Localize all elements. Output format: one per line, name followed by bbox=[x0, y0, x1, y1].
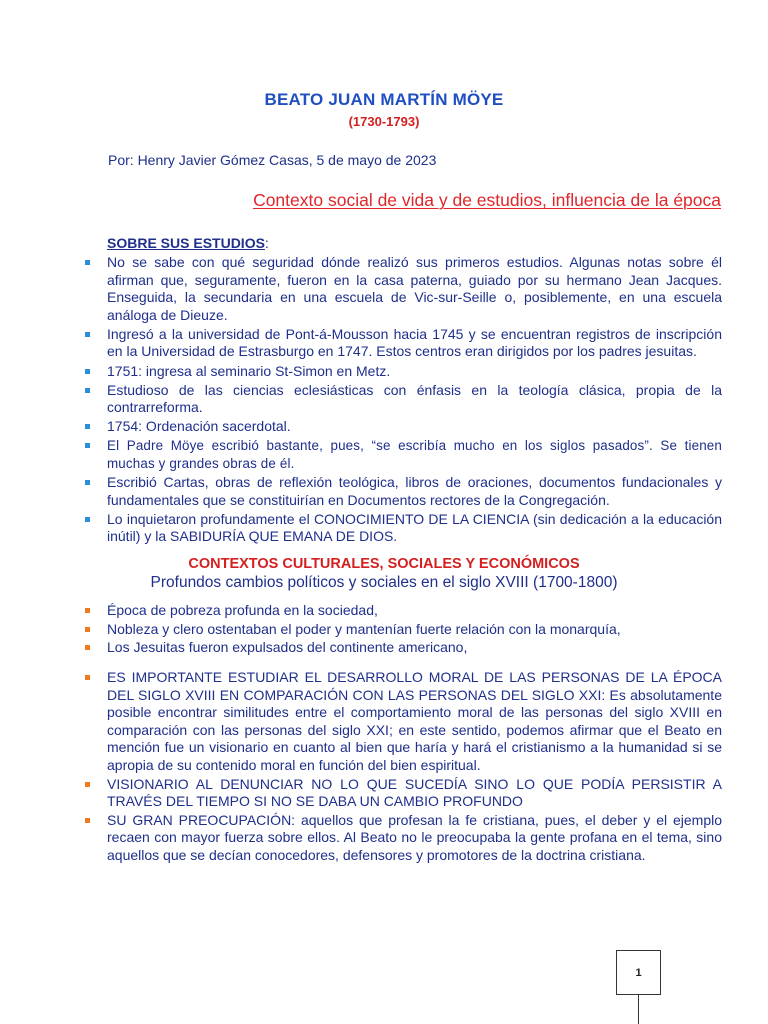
square-bullet-icon bbox=[85, 388, 90, 393]
square-bullet-icon bbox=[85, 443, 90, 448]
square-bullet-icon bbox=[85, 675, 90, 680]
section-contexts-heading: CONTEXTOS CULTURALES, SOCIALES Y ECONÓMICOS bbox=[188, 556, 580, 572]
list-item-text: Escribió Cartas, obras de reflexión teológica, libros de oraciones, documentos fundacionales y fundamentales que se constituirían en Documentos rectores de la Congregación. bbox=[107, 474, 722, 508]
context-heading: Contexto social de vida y de estudios, influencia de la época bbox=[253, 190, 721, 210]
section-contexts-subheading: Profundos cambios políticos y sociales en el siglo XVIII (1700-1800) bbox=[150, 574, 618, 591]
square-bullet-icon bbox=[85, 424, 90, 429]
square-bullet-icon bbox=[85, 608, 90, 613]
list-item-text: VISIONARIO AL DENUNCIAR NO LO QUE SUCEDÍA SINO LO QUE PODÍA PERSISTIR A TRAVÉS DEL TIEMPO SI NO SE DABA UN CAMBIO PROFUNDO bbox=[107, 775, 722, 810]
section-studies-label-text: SOBRE SUS ESTUDIOS bbox=[107, 235, 265, 251]
list-item-text: Época de pobreza profunda en la sociedad, bbox=[107, 602, 378, 618]
document-years: (1730-1793) bbox=[348, 114, 420, 129]
document-title: BEATO JUAN MARTÍN MÖYE bbox=[264, 90, 504, 109]
section-studies-label-suffix: : bbox=[264, 235, 269, 251]
page-number-box: 1 bbox=[616, 950, 661, 995]
list-item bbox=[84, 621, 722, 639]
square-bullet-icon bbox=[85, 782, 90, 787]
list-item bbox=[84, 382, 722, 417]
page-number-line bbox=[638, 995, 639, 1024]
list-item bbox=[84, 639, 722, 657]
square-bullet-icon bbox=[85, 260, 90, 265]
list-item-text: Nobleza y clero ostentaban el poder y mantenían fuerte relación con la monarquía, bbox=[107, 620, 621, 637]
list-item bbox=[84, 326, 722, 361]
list-item-text: No se sabe con qué seguridad dónde realizó sus primeros estudios. Algunas notas sobre él afirman que, seguramente, fueron en la casa paterna, guiado por su hermano Jean Jacques. Enseguida, la secundaria en una escuela de Vic-sur-Seille o, posiblemente, en una escuela análoga de Dieuze. bbox=[107, 254, 722, 323]
list-item bbox=[84, 254, 722, 324]
list-item bbox=[84, 363, 722, 381]
list-item bbox=[84, 669, 722, 775]
square-bullet-icon bbox=[85, 369, 90, 374]
square-bullet-icon bbox=[85, 645, 90, 650]
square-bullet-icon bbox=[85, 480, 90, 485]
studies-bullet-list bbox=[84, 254, 722, 548]
section-studies-label bbox=[107, 235, 269, 251]
author-line: Por: Henry Javier Gómez Casas, 5 de mayo de 2023 bbox=[108, 152, 437, 168]
list-item-text: SU GRAN PREOCUPACIÓN: aquellos que profesan la fe cristiana, pues, el deber y el ejemplo recaen con mayor fuerza sobre ellos. Al Beato no le preocupaba la gente profana en el tema, sino aquellos que se decían conocedores, defensores y promotores de la doctrina cristiana. bbox=[107, 811, 722, 863]
list-item bbox=[84, 437, 722, 472]
list-item-text: ES IMPORTANTE ESTUDIAR EL DESARROLLO MORAL DE LAS PERSONAS DE LA ÉPOCA DEL SIGLO XVIII EN COMPARACIÓN CON LAS PERSONAS DEL SIGLO XXI: Es absolutamente posible encontrar similitudes entre el comportamiento moral de las personas del siglo XVIII en comparación con las personas del siglo XXI; en este sentido, podemos afirmar que el Beato en mención fue un visionario en cuanto al bien que haría y hará el cristianismo a la humanidad si se apropia de su contenido moral en función del bien espiritual. bbox=[107, 669, 722, 773]
list-item bbox=[84, 812, 722, 865]
list-item bbox=[84, 474, 722, 509]
list-item-text: Estudioso de las ciencias eclesiásticas con énfasis en la teología clásica, propia de la contrarreforma. bbox=[107, 381, 722, 416]
list-item-text: Los Jesuitas fueron expulsados del continente americano, bbox=[107, 639, 468, 656]
contexts-bullet-list bbox=[84, 602, 722, 658]
square-bullet-icon bbox=[85, 627, 90, 632]
list-item-text: 1754: Ordenación sacerdotal. bbox=[107, 418, 291, 435]
moral-bullet-list bbox=[84, 669, 722, 866]
list-item-text: El Padre Möye escribió bastante, pues, “se escribía mucho en los siglos pasados”. Se tienen muchas y grandes obras de él. bbox=[107, 438, 722, 472]
square-bullet-icon bbox=[85, 332, 90, 337]
square-bullet-icon bbox=[85, 517, 90, 522]
list-item-text: 1751: ingresa al seminario St-Simon en Metz. bbox=[107, 362, 391, 379]
list-item bbox=[84, 602, 722, 620]
list-item bbox=[84, 418, 722, 436]
list-item-text: Ingresó a la universidad de Pont-á-Mousson hacia 1745 y se encuentran registros de inscripción en la Universidad de Estrasburgo en 1747. Estos centros eran dirigidos por los padres jesuitas. bbox=[107, 325, 722, 360]
list-item bbox=[84, 776, 722, 811]
square-bullet-icon bbox=[85, 818, 90, 823]
list-item-text: Lo inquietaron profundamente el CONOCIMIENTO DE LA CIENCIA (sin dedicación a la educación inútil) y la SABIDURÍA QUE EMANA DE DIOS. bbox=[107, 510, 722, 545]
list-item bbox=[84, 511, 722, 546]
